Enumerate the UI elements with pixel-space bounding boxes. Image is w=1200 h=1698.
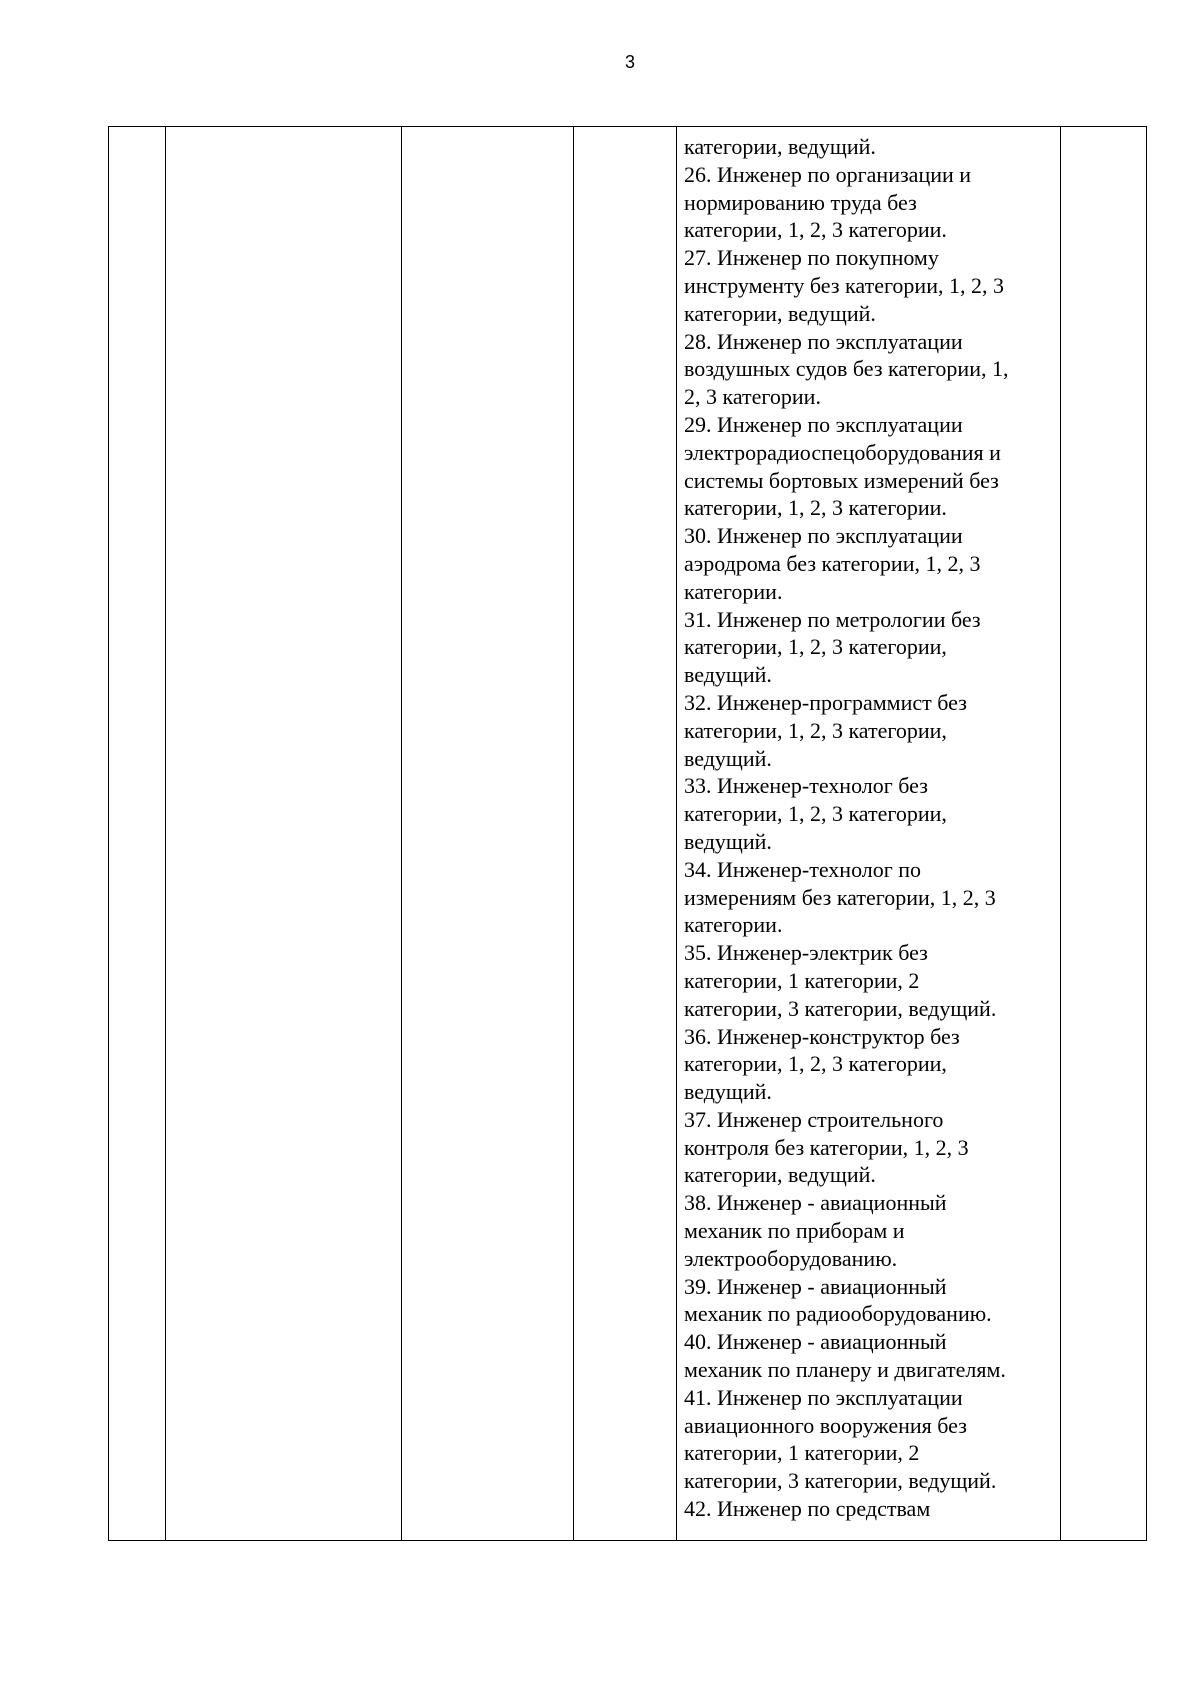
text-line: категории, 3 категории, ведущий.	[684, 1468, 997, 1494]
text-line: нормированию труда без	[684, 189, 917, 215]
text-line: категории, 1, 2, 3 категории,	[684, 1051, 947, 1077]
text-line: измерениям без категории, 1, 2, 3	[684, 884, 996, 910]
text-line: 26. Инженер по организации и	[684, 161, 972, 187]
text-line: категории, ведущий.	[684, 300, 876, 326]
text-line: категории, 1, 2, 3 категории,	[684, 634, 947, 660]
text-line: 35. Инженер-электрик без	[684, 940, 928, 966]
text-line: категории, 1, 2, 3 категории,	[684, 717, 947, 743]
text-line: электрорадиоспецоборудования и	[684, 439, 1001, 465]
table-cell-empty-1	[166, 127, 402, 1541]
table-cell-empty-2	[402, 127, 574, 1541]
text-line: механик по радиооборудованию.	[684, 1301, 992, 1327]
text-line: 33. Инженер-технолог без	[684, 773, 928, 799]
text-line: 41. Инженер по эксплуатации	[684, 1384, 963, 1410]
text-line: механик по приборам и	[684, 1218, 905, 1244]
text-line: 37. Инженер строительного	[684, 1106, 944, 1132]
text-line: ведущий.	[684, 745, 772, 771]
text-line: авиационного вооружения без	[684, 1412, 967, 1438]
text-line: 39. Инженер - авиационный	[684, 1273, 947, 1299]
text-line: 42. Инженер по средствам	[684, 1496, 931, 1522]
text-line: категории.	[684, 912, 783, 938]
text-line: категории, 1, 2, 3 категории,	[684, 801, 947, 827]
text-line: воздушных судов без категории, 1,	[684, 356, 1009, 382]
text-line: 38. Инженер - авиационный	[684, 1190, 947, 1216]
text-line: 36. Инженер-конструктор без	[684, 1023, 960, 1049]
text-line: 32. Инженер-программист без	[684, 689, 967, 715]
text-line: категории, 3 категории, ведущий.	[684, 995, 997, 1021]
text-line: аэродрома без категории, 1, 2, 3	[684, 550, 981, 576]
text-line: категории, 1, 2, 3 категории.	[684, 217, 947, 243]
text-line: ведущий.	[684, 828, 772, 854]
text-line: категории, 1 категории, 2	[684, 1440, 920, 1466]
text-line: 2, 3 категории.	[684, 384, 821, 410]
table-cell-empty-3	[574, 127, 677, 1541]
table-cell-number	[109, 127, 166, 1541]
table-cell-empty-last	[1061, 127, 1147, 1541]
text-line: 28. Инженер по эксплуатации	[684, 328, 963, 354]
positions-table	[108, 126, 1147, 1541]
text-line: системы бортовых измерений без	[684, 467, 999, 493]
table-cell-positions-list	[677, 127, 1061, 1541]
page-number: 3	[624, 52, 635, 72]
text-line: категории, ведущий.	[684, 1162, 876, 1188]
text-line: 30. Инженер по эксплуатации	[684, 523, 963, 549]
text-line: 27. Инженер по покупному	[684, 245, 939, 271]
text-line: 29. Инженер по эксплуатации	[684, 411, 963, 437]
text-line: электрооборудованию.	[684, 1245, 898, 1271]
text-line: 34. Инженер-технолог по	[684, 856, 922, 882]
text-line: 40. Инженер - авиационный	[684, 1329, 947, 1355]
text-line: 31. Инженер по метрологии без	[684, 606, 981, 632]
text-line: категории.	[684, 578, 783, 604]
text-line: инструменту без категории, 1, 2, 3	[684, 272, 1004, 298]
table-row	[109, 127, 1147, 1541]
text-line: категории, 1 категории, 2	[684, 967, 920, 993]
text-line: ведущий.	[684, 662, 772, 688]
text-line: механик по планеру и двигателям.	[684, 1357, 1006, 1383]
text-line: категории, 1, 2, 3 категории.	[684, 495, 947, 521]
text-line: контроля без категории, 1, 2, 3	[684, 1134, 969, 1160]
text-line: категории, ведущий.	[684, 134, 876, 159]
text-line: ведущий.	[684, 1079, 772, 1105]
